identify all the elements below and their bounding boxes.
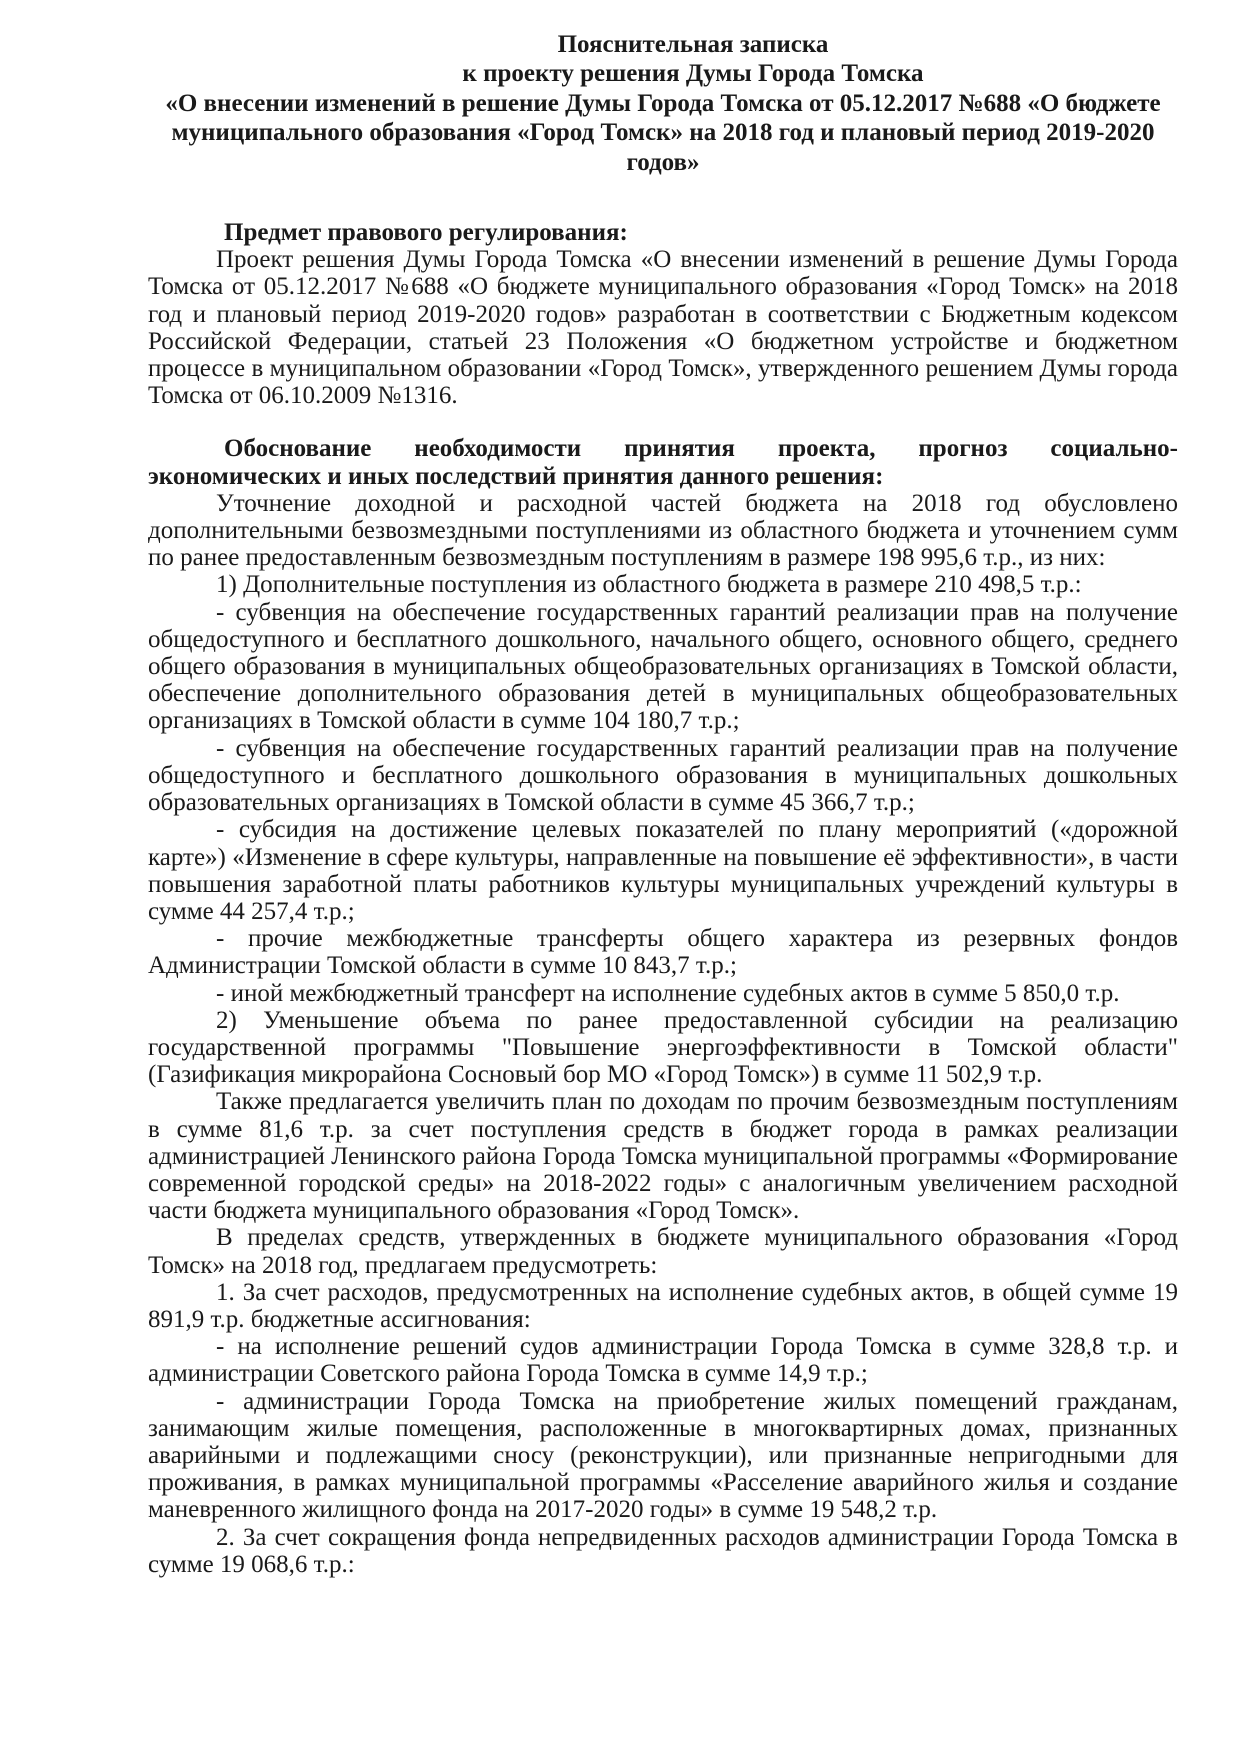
- list-item-additional-revenue: 1) Дополнительные поступления из областного бюджета в размере 210 498,5 т.р.:: [216, 571, 1082, 599]
- decision-title-line: годов»: [626, 148, 700, 176]
- list-item: - на исполнение решений судов администрации Города Томска в сумме 328,8 т.р. и администрации Советского района Города Томска в сумме 14,9 т.р.;: [148, 1333, 1178, 1388]
- list-item: - субсидия на достижение целевых показателей по плану мероприятий («дорожной карте») «Изменение в сфере культуры, направленные на повышение её эффективности», в части повышения заработной платы работников культуры муниципальных учреждений культуры в сумме 44 257,4 т.р.;: [148, 816, 1178, 925]
- list-item: - прочие межбюджетные трансферты общего характера из резервных фондов Администрации Томской области в сумме 10 843,7 т.р.;: [148, 925, 1178, 980]
- list-item-subsidy-reduction: 2) Уменьшение объема по ранее предоставленной субсидии на реализацию государственной программы "Повышение энергоэффективности в Томской области" (Газификация микрорайона Сосновый бор МО «Город Томск») в сумме 11 502,9 т.р.: [148, 1006, 1178, 1089]
- section-heading-justification-line1: Обоснование необходимости принятия проекта, прогноз социально-: [224, 435, 1178, 463]
- justification-intro: Уточнение доходной и расходной частей бюджета на 2018 год обусловлено дополнительными безвозмездными поступлениями из областного бюджета и уточнением сумм по ранее предоставленным безвозмездным поступлениям в размере 198 995,6 т.р., из них:: [148, 489, 1178, 572]
- list-item: - субвенция на обеспечение государственных гарантий реализации прав на получение общедоступного и бесплатного дошкольного образования в муниципальных дошкольных образовательных организациях в Томской области в сумме 45 366,7 т.р.;: [148, 734, 1178, 817]
- list-item-court-acts: 1. За счет расходов, предусмотренных на исполнение судебных актов, в общей сумме 19 891,9 т.р. бюджетные ассигнования:: [148, 1278, 1178, 1333]
- subject-paragraph: Проект решения Думы Города Томска «О внесении изменений в решение Думы Города Томска от 05.12.2017 №688 «О бюджете муниципального образования «Город Томск» на 2018 год и плановый период 2019-2020 годов» разработан в соответствии с Бюджетным кодексом Российской Федерации, статьей 23 Положения «О бюджетном устройстве и бюджетном процессе в муниципальном образовании «Город Томск», утвержденного решением Думы города Томска от 06.10.2009 №1316.: [148, 246, 1178, 410]
- document-subtitle: к проекту решения Думы Города Томска: [462, 60, 924, 88]
- paragraph-within-budget: В пределах средств, утвержденных в бюджете муниципального образования «Город Томск» на 2018 год, предлагаем предусмотреть:: [148, 1224, 1178, 1279]
- section-heading-subject: Предмет правового регулирования:: [224, 219, 628, 247]
- list-item: - субвенция на обеспечение государственных гарантий реализации прав на получение общедоступного и бесплатного дошкольного, начального общего, основного общего, среднего общего образования в муниципальных общеобразовательных организациях в Томской области, обеспечение дополнительного образования детей в муниципальных общеобразовательных организациях в Томской области в сумме 104 180,7 т.р.;: [148, 598, 1178, 735]
- document-title: Пояснительная записка: [557, 31, 829, 58]
- decision-title-line: муниципального образования «Город Томск» на 2018 год и плановый период 2019-2020: [171, 119, 1155, 147]
- document-header: [148, 30, 1178, 177]
- list-item: - администрации Города Томска на приобретение жилых помещений гражданам, занимающим жилые помещения, расположенные в многоквартирных домах, признанных аварийными и подлежащими сносу (реконструкции), или признанные непригодными для проживания, в рамках муниципальной программы «Расселение аварийного жилья и создание маневренного жилищного фонда на 2017-2020 годы» в сумме 19 548,2 т.р.: [148, 1387, 1178, 1524]
- paragraph-also: Также предлагается увеличить план по доходам по прочим безвозмездным поступлениям в сумме 81,6 т.р. за счет поступления средств в бюджет города в рамках реализации администрацией Ленинского района Города Томска муниципальной программы «Формирование современной городской среды» на 2018-2022 годы» с аналогичным увеличением расходной части бюджета муниципального образования «Город Томск».: [148, 1088, 1178, 1225]
- document-page: [148, 30, 1178, 1578]
- section-heading-justification-line2: экономических и иных последствий принятия данного решения:: [148, 462, 884, 490]
- list-item-contingency-fund: 2. За счет сокращения фонда непредвиденных расходов администрации Города Томска в сумме 19 068,6 т.р.:: [148, 1523, 1178, 1578]
- decision-title-line: «О внесении изменений в решение Думы Города Томска от 05.12.2017 №688 «О бюджете: [165, 89, 1161, 117]
- list-item: - иной межбюджетный трансферт на исполнение судебных актов в сумме 5 850,0 т.р.: [216, 979, 1120, 1007]
